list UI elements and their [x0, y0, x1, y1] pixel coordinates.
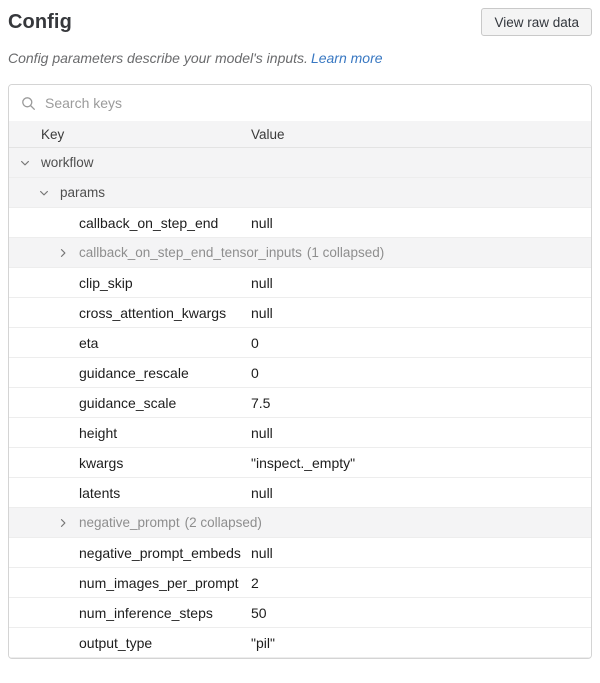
table-row	[9, 268, 591, 298]
table-row	[9, 598, 591, 628]
row-value: 2	[251, 574, 259, 591]
row-key-label: cross_attention_kwargs	[79, 304, 227, 321]
table-row[interactable]	[9, 148, 591, 178]
table-header	[9, 121, 591, 148]
table-row	[9, 568, 591, 598]
row-key-cell	[9, 299, 251, 327]
row-key-label: negative_prompt	[79, 514, 180, 530]
collapsed-count-label: (1 collapsed)	[306, 245, 385, 260]
row-key-label: output_type	[79, 634, 153, 651]
row-key-label: height	[79, 424, 118, 441]
row-key-cell	[9, 329, 251, 357]
row-key-label: guidance_scale	[79, 394, 177, 411]
table-row	[9, 388, 591, 418]
table-row[interactable]	[9, 508, 591, 538]
table-row	[9, 628, 591, 658]
row-key-cell	[9, 629, 251, 657]
row-key-cell	[9, 359, 251, 387]
chevron-right-icon[interactable]	[57, 247, 79, 259]
table-row	[9, 418, 591, 448]
config-table-body	[9, 148, 591, 658]
chevron-down-icon[interactable]	[38, 187, 60, 199]
row-key-cell	[9, 149, 251, 177]
subtitle-text: Config parameters describe your model's inputs.	[8, 50, 308, 66]
column-header-key: Key	[41, 126, 65, 142]
row-value: null	[251, 274, 273, 291]
table-row	[9, 538, 591, 568]
table-row	[9, 298, 591, 328]
row-key-label: workflow	[41, 154, 94, 170]
row-value: 50	[251, 604, 267, 621]
chevron-right-icon[interactable]	[57, 517, 79, 529]
column-header-value: Value	[251, 126, 285, 142]
page-title: Config	[8, 11, 72, 33]
row-key-cell	[9, 539, 251, 567]
row-key-cell	[9, 449, 251, 477]
chevron-down-icon[interactable]	[19, 157, 41, 169]
row-key-label: latents	[79, 484, 121, 501]
row-key-cell	[9, 599, 251, 627]
table-row	[9, 448, 591, 478]
row-key-cell	[9, 479, 251, 507]
row-key-label: guidance_rescale	[79, 364, 189, 381]
row-key-cell	[9, 209, 251, 237]
row-value: 0	[251, 364, 259, 381]
row-value: null	[251, 484, 273, 501]
row-key-label: params	[60, 184, 106, 200]
row-key-cell	[9, 509, 591, 537]
table-row[interactable]	[9, 238, 591, 268]
row-value: null	[251, 424, 273, 441]
table-row[interactable]	[9, 178, 591, 208]
row-key-label: clip_skip	[79, 274, 133, 291]
row-value: null	[251, 304, 273, 321]
row-key-label: kwargs	[79, 454, 124, 471]
table-row	[9, 358, 591, 388]
row-key-cell	[9, 389, 251, 417]
row-value: "pil"	[251, 634, 275, 651]
subtitle	[8, 48, 592, 68]
view-raw-data-button[interactable]: View raw data	[481, 8, 592, 36]
row-value: "inspect._empty"	[251, 454, 356, 471]
row-value: null	[251, 544, 273, 561]
row-key-cell	[9, 179, 251, 207]
row-key-cell	[9, 419, 251, 447]
table-row	[9, 328, 591, 358]
row-key-cell	[9, 239, 591, 267]
row-key-cell	[9, 569, 251, 597]
row-key-label: num_images_per_prompt	[79, 574, 239, 591]
row-key-label: callback_on_step_end_tensor_inputs	[79, 244, 302, 260]
row-key-label: negative_prompt_embeds	[79, 544, 241, 561]
search-icon	[21, 96, 36, 111]
search-bar	[9, 85, 591, 121]
row-value: null	[251, 214, 273, 231]
page-header	[8, 8, 592, 36]
table-row	[9, 208, 591, 238]
row-key-label: eta	[79, 334, 99, 351]
row-key-cell	[9, 269, 251, 297]
row-value: 0	[251, 334, 259, 351]
row-value: 7.5	[251, 394, 271, 411]
collapsed-count-label: (2 collapsed)	[184, 515, 262, 530]
table-row	[9, 478, 591, 508]
search-input[interactable]	[45, 95, 579, 111]
learn-more-link[interactable]: Learn more	[310, 50, 383, 66]
config-tree-panel	[8, 84, 592, 659]
row-key-label: callback_on_step_end	[79, 214, 219, 231]
row-key-label: num_inference_steps	[79, 604, 213, 621]
